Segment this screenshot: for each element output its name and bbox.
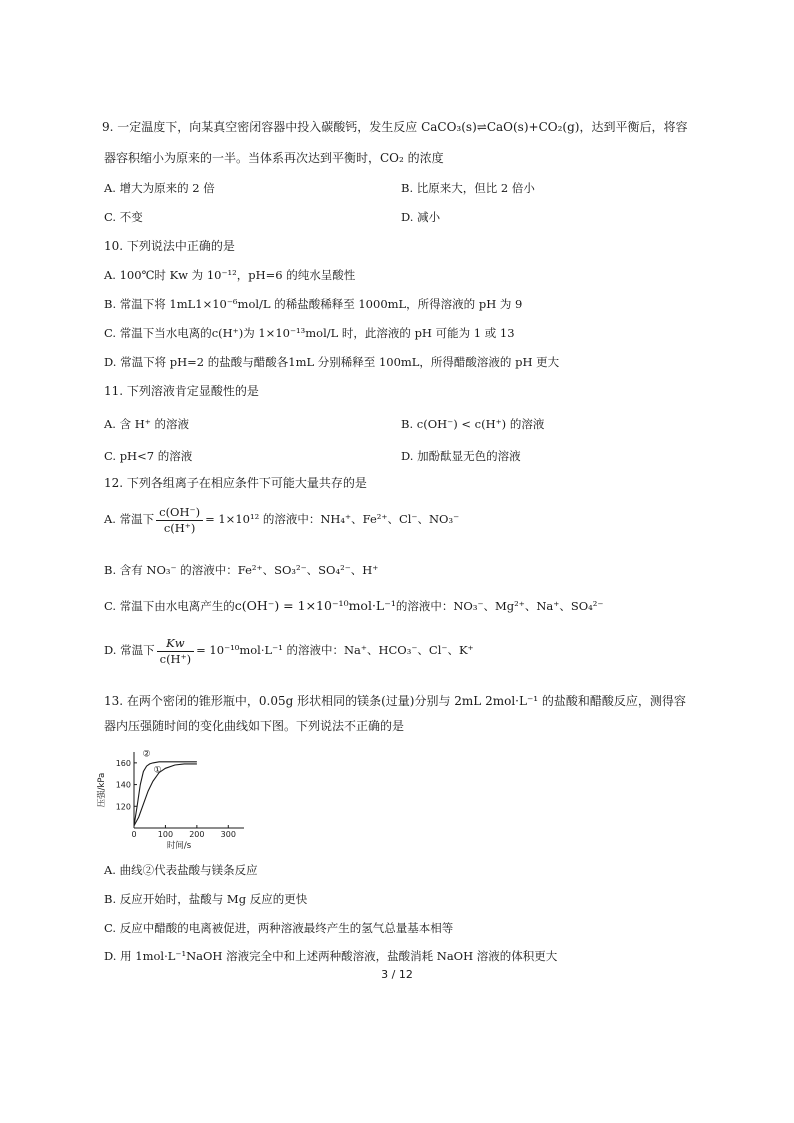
q12-c-condition: c(OH⁻) = 1×10⁻¹⁰mol·L⁻¹ bbox=[234, 598, 396, 613]
series-line bbox=[134, 762, 197, 826]
q13-stem-line1: 13. 在两个密闭的锥形瓶中，0.05g 形状相同的镁条(过量)分别与 2mL 2mol·L⁻¹ 的盐酸和醋酸反应，测得容 bbox=[104, 694, 686, 708]
q12-option-b: B. 含有 NO₃⁻ 的溶液中：Fe²⁺、SO₃²⁻、SO₄²⁻、H⁺ bbox=[104, 563, 379, 577]
q9-option-a: A. 增大为原来的 2 倍 bbox=[104, 181, 215, 195]
q12-a-prefix: A. 常温下 bbox=[104, 512, 155, 526]
series-label: ② bbox=[142, 749, 151, 760]
q12-a-denominator: c(H⁺) bbox=[163, 520, 196, 535]
q13-option-c: C. 反应中醋酸的电离被促进，两种溶液最终产生的氢气总量基本相等 bbox=[104, 921, 454, 935]
q12-c-suffix: 的溶液中：NO₃⁻、Mg²⁺、Na⁺、SO₄²⁻ bbox=[395, 599, 604, 613]
q9-option-c: C. 不变 bbox=[104, 210, 143, 224]
q9-stem-line1: 9. 一定温度下，向某真空密闭容器中投入碳酸钙，发生反应 CaCO₃(s)⇌CaO(s)+CO₂(g)，达到平衡后，将容 bbox=[102, 120, 688, 134]
q13-option-d: D. 用 1mol·L⁻¹NaOH 溶液完全中和上述两种酸溶液，盐酸消耗 NaOH 溶液的体积更大 bbox=[104, 949, 558, 963]
q12-a-suffix: = 1×10¹² 的溶液中：NH₄⁺、Fe²⁺、Cl⁻、NO₃⁻ bbox=[205, 512, 460, 526]
q12-a-numerator: c(OH⁻) bbox=[156, 505, 203, 521]
page-number: 3 / 12 bbox=[381, 968, 413, 981]
q10-stem: 10. 下列说法中正确的是 bbox=[104, 239, 235, 253]
x-tick-label: 0 bbox=[131, 830, 137, 839]
q12-option-c bbox=[104, 596, 603, 616]
q13-option-a: A. 曲线②代表盐酸与镁条反应 bbox=[104, 863, 258, 877]
q10-option-d: D. 常温下将 pH=2 的盐酸与醋酸各1mL 分别稀释至 100mL，所得醋酸溶液的 pH 更大 bbox=[104, 355, 560, 369]
q12-a-fraction bbox=[156, 505, 203, 536]
q11-option-c: C. pH<7 的溶液 bbox=[104, 449, 193, 463]
q9-option-b: B. 比原来大，但比 2 倍小 bbox=[401, 181, 535, 195]
q10-option-a: A. 100℃时 Kw 为 10⁻¹²，pH=6 的纯水呈酸性 bbox=[104, 268, 356, 282]
x-tick-label: 200 bbox=[189, 830, 205, 839]
q12-option-d bbox=[104, 634, 474, 667]
q11-stem: 11. 下列溶液肯定显酸性的是 bbox=[104, 384, 259, 398]
q9-option-d: D. 减小 bbox=[401, 210, 441, 224]
q12-c-prefix: C. 常温下由水电离产生的 bbox=[104, 599, 235, 613]
chart-lines bbox=[134, 762, 197, 826]
q12-d-denominator: c(H⁺) bbox=[159, 651, 192, 666]
series-label: ① bbox=[153, 765, 162, 776]
q10-option-c: C. 常温下当水电离的c(H⁺)为 1×10⁻¹³mol/L 时，此溶液的 pH 可能为 1 或 13 bbox=[104, 326, 515, 340]
q12-d-fraction bbox=[157, 636, 195, 667]
y-tick-label: 120 bbox=[115, 802, 131, 812]
q12-d-prefix: D. 常温下 bbox=[104, 643, 155, 657]
x-tick-label: 300 bbox=[220, 830, 236, 839]
q13-option-b: B. 反应开始时，盐酸与 Mg 反应的更快 bbox=[104, 892, 308, 906]
pressure-time-chart bbox=[94, 744, 254, 852]
x-tick-label: 100 bbox=[157, 830, 174, 839]
q13-stem-line2: 器内压强随时间的变化曲线如下图。下列说法不正确的是 bbox=[104, 719, 405, 733]
q11-option-b: B. c(OH⁻) < c(H⁺) 的溶液 bbox=[401, 417, 545, 431]
q12-d-numerator: Kw bbox=[157, 636, 195, 652]
q12-stem: 12. 下列各组离子在相应条件下可能大量共存的是 bbox=[104, 476, 367, 490]
q11-option-d: D. 加酚酞显无色的溶液 bbox=[401, 449, 521, 463]
q10-option-b: B. 常温下将 1mL1×10⁻⁶mol/L 的稀盐酸稀释至 1000mL，所得溶液的 pH 为 9 bbox=[104, 297, 523, 311]
q12-d-suffix: = 10⁻¹⁰mol·L⁻¹ 的溶液中：Na⁺、HCO₃⁻、Cl⁻、K⁺ bbox=[196, 643, 474, 657]
q11-option-a: A. 含 H⁺ 的溶液 bbox=[104, 417, 190, 431]
y-axis-label: 压强/kPa bbox=[97, 772, 107, 808]
x-axis-label: 时间/s bbox=[166, 841, 192, 851]
y-tick-label: 140 bbox=[115, 780, 131, 790]
y-tick-label: 160 bbox=[115, 758, 131, 768]
q9-stem-line2: 器容积缩小为原来的一半。当体系再次达到平衡时，CO₂ 的浓度 bbox=[104, 151, 444, 165]
q12-option-a bbox=[104, 503, 459, 536]
